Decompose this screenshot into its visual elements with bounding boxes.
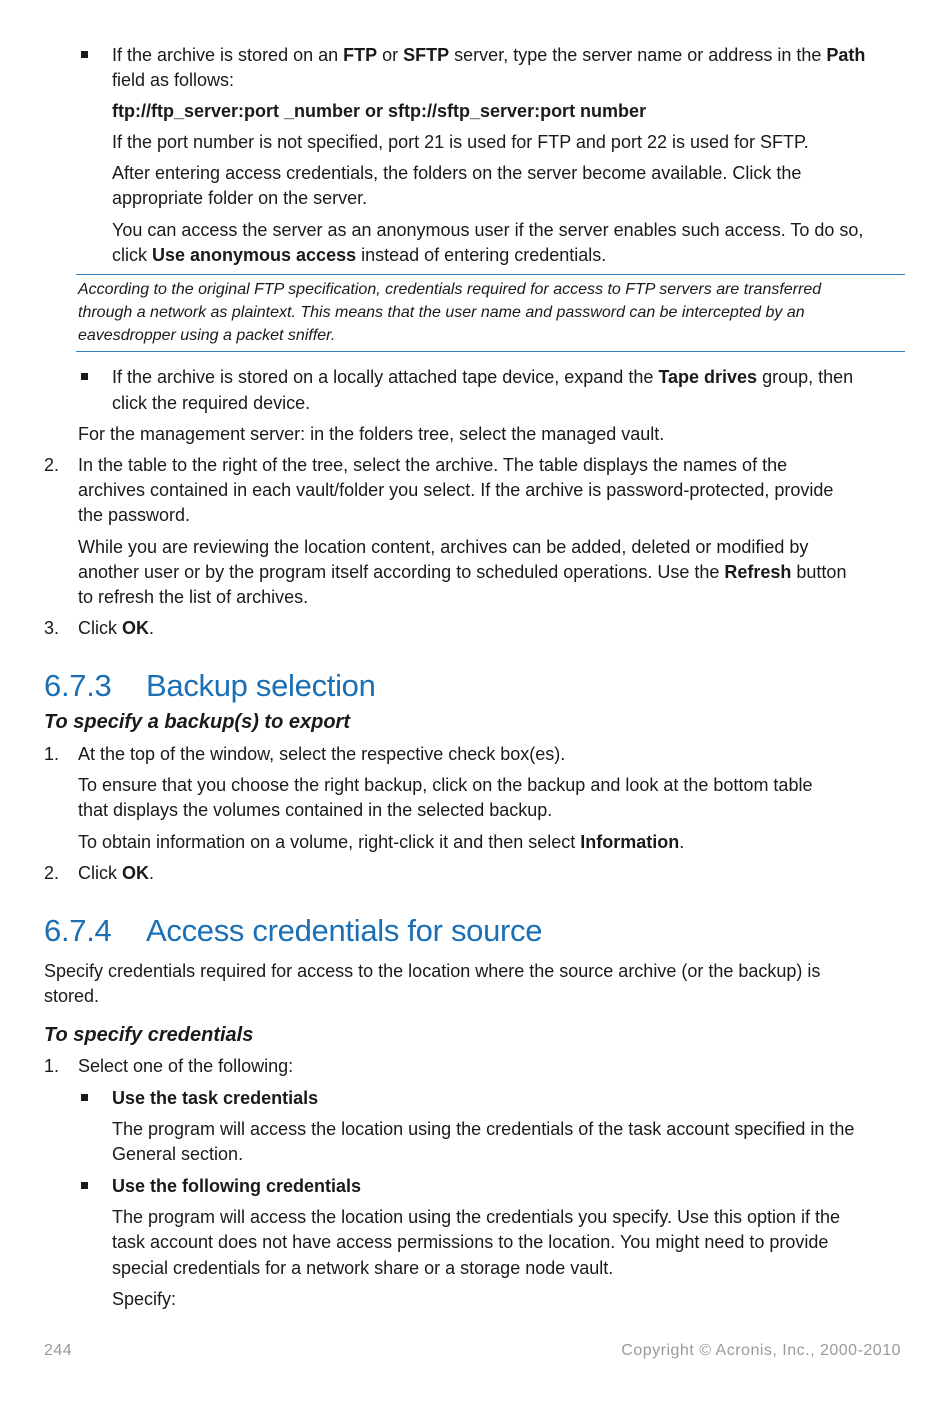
section-heading-674 — [44, 913, 542, 949]
backup-step1-a1: To ensure that you choose the right backup, click on the backup and look at the bottom table — [78, 775, 813, 795]
option-following-desc-2: task account does not have access permissions to the location. You might need to provide — [112, 1232, 829, 1252]
option-following-credentials: Use the following credentials — [112, 1176, 362, 1196]
bullet-marker — [81, 51, 88, 58]
option-task-desc-1: The program will access the location using the credentials of the task account specified in the — [112, 1119, 855, 1139]
after-credentials-1: After entering access credentials, the folders on the server become available. Click the — [112, 163, 802, 183]
after-credentials-2: appropriate folder on the server. — [112, 188, 368, 208]
note-bottom-rule — [76, 351, 905, 352]
port-note: If the port number is not specified, port 21 is used for FTP and port 22 is used for SFTP. — [112, 132, 809, 152]
bullet-marker — [81, 1094, 88, 1101]
procedure-heading: To specify a backup(s) to export — [44, 711, 350, 733]
specify-label: Specify: — [112, 1289, 177, 1309]
ftp-bullet-text: If the archive is stored on an FTP or SFTP server, type the server name or address in the Path — [112, 45, 866, 65]
backup-step2: Click OK. — [78, 863, 155, 883]
credentials-intro-2: stored. — [44, 986, 100, 1006]
management-server-text: For the management server: in the folders tree, select the managed vault. — [78, 424, 665, 444]
note-line-2: through a network as plaintext. This means that the user name and password can be intercepted by an — [78, 304, 805, 321]
section-number: 6.7.4 — [44, 913, 112, 948]
ftp-bullet-line2: field as follows: — [112, 70, 235, 90]
step-number: 1. — [44, 1056, 60, 1076]
step-number: 3. — [44, 618, 60, 638]
step2-review-3: to refresh the list of archives. — [78, 587, 309, 607]
option-task-credentials: Use the task credentials — [112, 1088, 319, 1108]
option-following-desc-1: The program will access the location using the credentials you specify. Use this option if the — [112, 1207, 841, 1227]
backup-step1: At the top of the window, select the respective check box(es). — [78, 744, 566, 764]
option-following-desc-3: special credentials for a network share or a storage node vault. — [112, 1258, 614, 1278]
procedure-heading: To specify credentials — [44, 1024, 254, 1046]
step2-review-2: another user or by the program itself according to scheduled operations. Use the Refresh button — [78, 562, 847, 582]
page-number: 244 — [44, 1342, 73, 1359]
note-line-1: According to the original FTP specification, credentials required for access to FTP servers are transferred — [78, 281, 822, 298]
credentials-intro-1: Specify credentials required for access to the location where the source archive (or the backup) is — [44, 961, 821, 981]
step2-review-1: While you are reviewing the location content, archives can be added, deleted or modified by — [78, 537, 809, 557]
anonymous-2: click Use anonymous access instead of entering credentials. — [112, 245, 607, 265]
bullet-marker — [81, 1182, 88, 1189]
step-number: 2. — [44, 455, 60, 475]
copyright-notice: Copyright © Acronis, Inc., 2000-2010 — [621, 1342, 901, 1359]
section-title: Access credentials for source — [146, 913, 543, 948]
step2-line3: the password. — [78, 505, 191, 525]
step3-text: Click OK. — [78, 618, 155, 638]
section-heading-673 — [44, 668, 376, 704]
backup-step1-a2: that displays the volumes contained in the selected backup. — [78, 800, 553, 820]
anonymous-1: You can access the server as an anonymous user if the server enables such access. To do so, — [112, 220, 864, 240]
section-title: Backup selection — [146, 668, 376, 703]
note-line-3: eavesdropper using a packet sniffer. — [78, 327, 336, 344]
step-number: 1. — [44, 744, 60, 764]
step-number: 2. — [44, 863, 60, 883]
section-number: 6.7.3 — [44, 668, 112, 703]
option-task-desc-2: General section. — [112, 1144, 244, 1164]
note-top-rule — [76, 274, 905, 275]
ftp-format: ftp://ftp_server:port _number or sftp://sftp_server:port number — [112, 101, 647, 121]
credentials-step1: Select one of the following: — [78, 1056, 294, 1076]
tape-bullet-line2: click the required device. — [112, 393, 311, 413]
step2-line1: In the table to the right of the tree, select the archive. The table displays the names of the — [78, 455, 788, 475]
backup-step1-b: To obtain information on a volume, right-click it and then select Information. — [78, 832, 685, 852]
tape-bullet-text: If the archive is stored on a locally attached tape device, expand the Tape drives group, then — [112, 367, 854, 387]
bullet-marker — [81, 373, 88, 380]
step2-line2: archives contained in each vault/folder you select. If the archive is password-protected, provide — [78, 480, 834, 500]
